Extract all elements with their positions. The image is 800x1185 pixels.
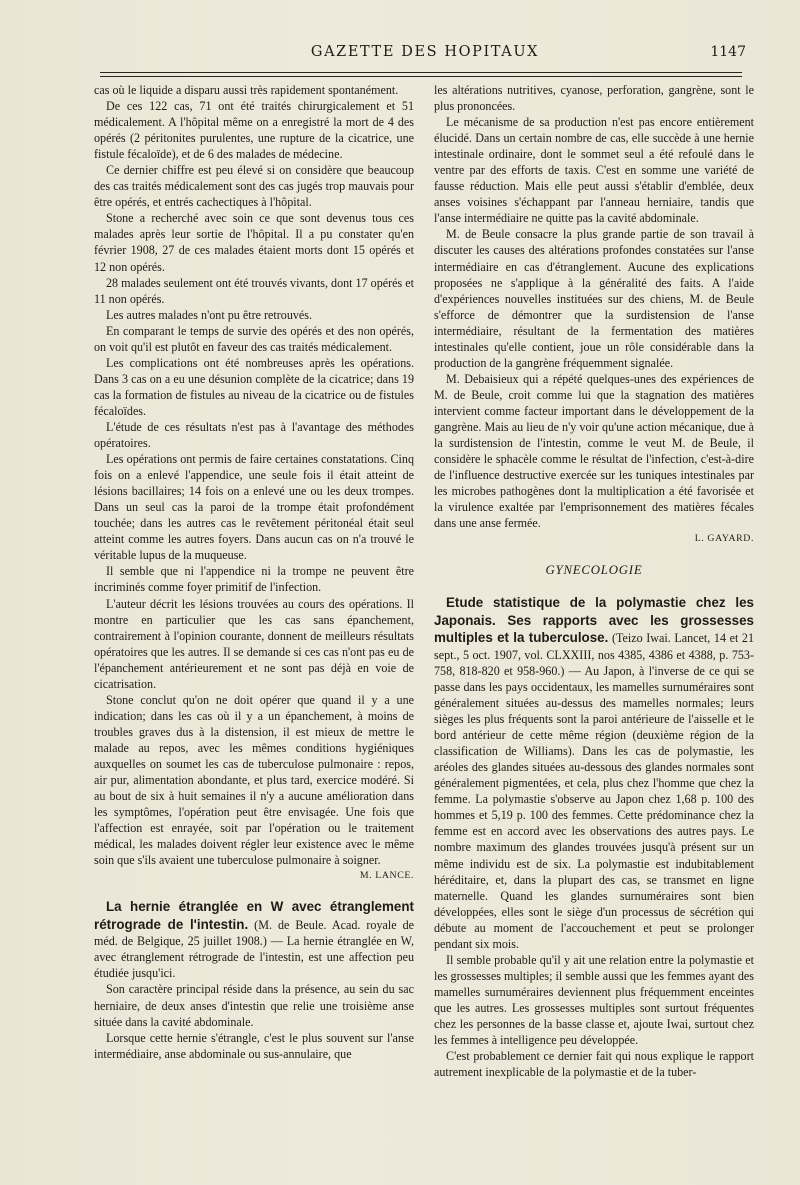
paragraph: 28 malades seulement ont été trouvés vivants, dont 17 opérés et 11 non opérés.: [94, 275, 414, 306]
paragraph: Stone conclut qu'on ne doit opérer que quand il y a une indication; dans les cas où il y a un épanchement, à moins de troubles graves dus à la distension, il est mieux de mettre le malade au repos, avec les mêmes conditions hygiéniques auxquelles on soumet les cas de tuberculose pulmonaire : repos, air pur, alimentation abondante, et plus tard, exercice modéré. Si au bout de six à huit semaines il n'y a aucune amélioration dans les symptômes, l'opération peut être envisagée. Une fois que l'affection est enrayée, soit par l'opération ou le traitement médical, les malades doivent régler leur existence avec le même soin que s'ils avaient une tuberculose pulmonaire à soigner.: [94, 692, 414, 868]
paragraph: Les complications ont été nombreuses après les opérations. Dans 3 cas on a eu une désunion complète de la cicatrice; dans 19 cas la formation de fistules au niveau de la cicatrice ou de fistules fécaloïdes.: [94, 355, 414, 418]
article-heading: [94, 898, 414, 981]
paragraph: En comparant le temps de survie des opérés et des non opérés, on voit qu'il est plutôt en faveur des cas traités médicalement.: [94, 323, 414, 354]
page-number: 1147: [710, 44, 746, 60]
author-signature: M. LANCE.: [359, 870, 414, 882]
paragraph: L'étude de ces résultats n'est pas à l'avantage des méthodes opératoires.: [94, 419, 414, 451]
article-title: La hernie étranglée en W avec étranglement rétrograde de l'intestin.: [94, 899, 414, 932]
paragraph: Son caractère principal réside dans la présence, au sein du sac herniaire, de deux anses d'intestin que relie une troisième anse située dans la cavité abdominale.: [94, 982, 414, 1029]
journal-title: GAZETTE DES HOPITAUX: [310, 44, 540, 60]
paragraph: Il semble que ni l'appendice ni la trompe ne peuvent être incriminés comme foyer primitif de l'infection.: [94, 564, 414, 595]
article-reference: (Teizo Iwai. Lancet, 14 et 21 sept., 5 oct. 1907, vol. CLXXIII, nos 4385, 4386 et 4388, p. 753-758, 818-820 et 958-960.) — Au Japon, à l'inverse de ce qui se passe dans les pays occidentaux, les mamelles surnuméraires sont généralement situées au-dessus des mamelles normales; leurs sièges les plus fréquents sont la paroi antérieure de l'aisselle et le bord antérieur de cette même région (deuxième région de la classification de Williams). Dans les cas de polymastie, les aréoles des glandes situées au-dessous des glandes normales sont généralement pigmentées, et cela, plus chez l'homme que chez la femme. La polymastie s'observe au Japon chez 1,68 p. 100 des hommes et 5,19 p. 100 des femmes. Cette prédominance chez la femme est en accord avec les observations des autres pays. Le nombre maximum des glandes trouvées jusqu'à présent sur un même individu est de six. La polymastie est indubitablement héréditaire, et, dans la plupart des cas, se transmet en ligne maternelle. Quand les glandes surnuméraires sont bien développées, elles sont le siège d'un processus de sécrétion qui débute au moment de l'accouchement et peut se prolonger pendant six mois.: [434, 631, 755, 951]
paragraph: les altérations nutritives, cyanose, perforation, gangrène, sont le plus prononcées.: [434, 83, 754, 114]
left-column: [94, 82, 414, 1062]
spacer: [94, 884, 414, 898]
article-title: Etude statistique de la polymastie chez les Japonais. Ses rapports avec les grossesses multiples et la tuberculose.: [434, 595, 754, 646]
right-column: [434, 82, 754, 1080]
article-heading: [434, 594, 754, 951]
paragraph: cas où le liquide a disparu aussi très rapidement spontanément.: [94, 83, 399, 97]
paragraph: Stone a recherché avec soin ce que sont devenus tous ces malades après leur sortie de l'hôpital. Il a pu constater qu'en février 1908, 27 de ces malades étaient morts dont 15 opérés et 12 non opérés.: [94, 211, 414, 274]
paragraph: Le mécanisme de sa production n'est pas encore entièrement élucidé. Dans un certain nombre de cas, elle succède à une hernie intestinale ordinaire, dont le sommet seul a été refoulé dans le ventre par des efforts de taxis. C'est en somme une variété de fausse réduction. Mais elle peut aussi s'établir d'emblée, deux anses voisines s'échappant par l'anneau herniaire, tandis que l'anse intermédiaire ne quitte pas la cavité abdominale.: [434, 115, 754, 226]
paragraph: Les opérations ont permis de faire certaines constatations. Cinq fois on a enlevé l'appendice, une seule fois il était atteint de lésions bacillaires; 14 fois on a enlevé une ou les deux trompes. Dans un seul cas la paroi de la trompe était profondément touchée; dans les autres cas le revêtement péritonéal était seul atteint comme les autres foyers. Dans aucun cas on n'a trouvé le véritable lupus de la muqueuse.: [94, 452, 414, 563]
paragraph: M. de Beule consacre la plus grande partie de son travail à discuter les causes des altérations profondes constatées sur l'anse intermédiaire en cas d'étranglement. Aucune des explications proposées ne s'applique à la généralité des faits. A l'aide d'expériences nouvelles instituées sur des chiens, M. de Beule s'efforce de démontrer que la surdistension de l'anse intermédiaire, résultant de la fermentation des matières intestinales qu'elle contient, joue un rôle considérable dans la production de la gangrène fréquemment signalée.: [434, 227, 754, 370]
paragraph: Lorsque cette hernie s'étrangle, c'est le plus souvent sur l'anse intermédiaire, anse abdominale ou sus-annulaire, que: [94, 1030, 414, 1061]
paragraph: M. Debaisieux qui a répété quelques-unes des expériences de M. de Beule, croit comme lui que la stagnation des matières intervient comme facteur important dans le développement de la gangrène. Mais au lieu de n'y voir qu'une action mécanique, due à la surdistension de l'intestin, comme le veut M. de Beule, il considère le sphacèle comme le résultat de l'infection, c'est-à-dire de l'influence destructive exercée sur les tuniques intestinales par les microbes pathogènes dont la multiplication a été favorisée et la virulence exaltée par l'emprisonnement des matières fécales dans une anse fermée.: [434, 371, 754, 531]
article-reference: (M. de Beule. Acad. royale de méd. de Belgique, 25 juillet 1908.) — La hernie étranglée en W, avec étranglement rétrograde de l'intestin, est une affection peu étudiée jusqu'ici.: [94, 917, 414, 981]
paragraph: Ce dernier chiffre est peu élevé si on considère que beaucoup des cas traités médicalement sont des cas jugés trop mauvais pour être opérés, et entrés cachectiques à l'hôpital.: [94, 163, 414, 210]
paragraph: Il semble probable qu'il y ait une relation entre la polymastie et les grossesses multiples; il semble aussi que les femmes ayant des mamelles surnuméraires deviennent plus fréquemment enceintes que les autres. Les grossesses multiples sont surtout fréquentes chez les personnes de la basse classe et, ajoute Iwai, surtout chez les femmes à intelligence peu développée.: [434, 952, 754, 1048]
section-heading: GYNECOLOGIE: [545, 563, 643, 578]
paragraph: De ces 122 cas, 71 ont été traités chirurgicalement et 51 médicalement. A l'hôpital même on a enregistré la mort de 4 des opérés (2 péritonites purulentes, une rupture de la cicatrice, une fistule fécaloïde), et de 6 des malades de médecine.: [94, 99, 414, 162]
paragraph: L'auteur décrit les lésions trouvées au cours des opérations. Il montre en particulier que les cas sans épanchement, contrairement à l'opinion courante, donnent de meilleurs résultats opératoires que les autres. Il se demande si ces cas n'ont pas eu de l'épanchement antérieurement et ne sont pas déjà en voie de cicatrisation.: [94, 596, 414, 691]
paragraph: Les autres malades n'ont pu être retrouvés.: [106, 307, 313, 322]
paragraph: C'est probablement ce dernier fait qui nous explique le rapport autrement inexplicable de la polymastie et de la tuber-: [434, 1049, 754, 1080]
author-signature: L. GAYARD.: [694, 533, 754, 545]
running-header: [100, 44, 750, 66]
header-rule-thick: [100, 72, 742, 73]
header-rule-thin: [100, 76, 742, 77]
